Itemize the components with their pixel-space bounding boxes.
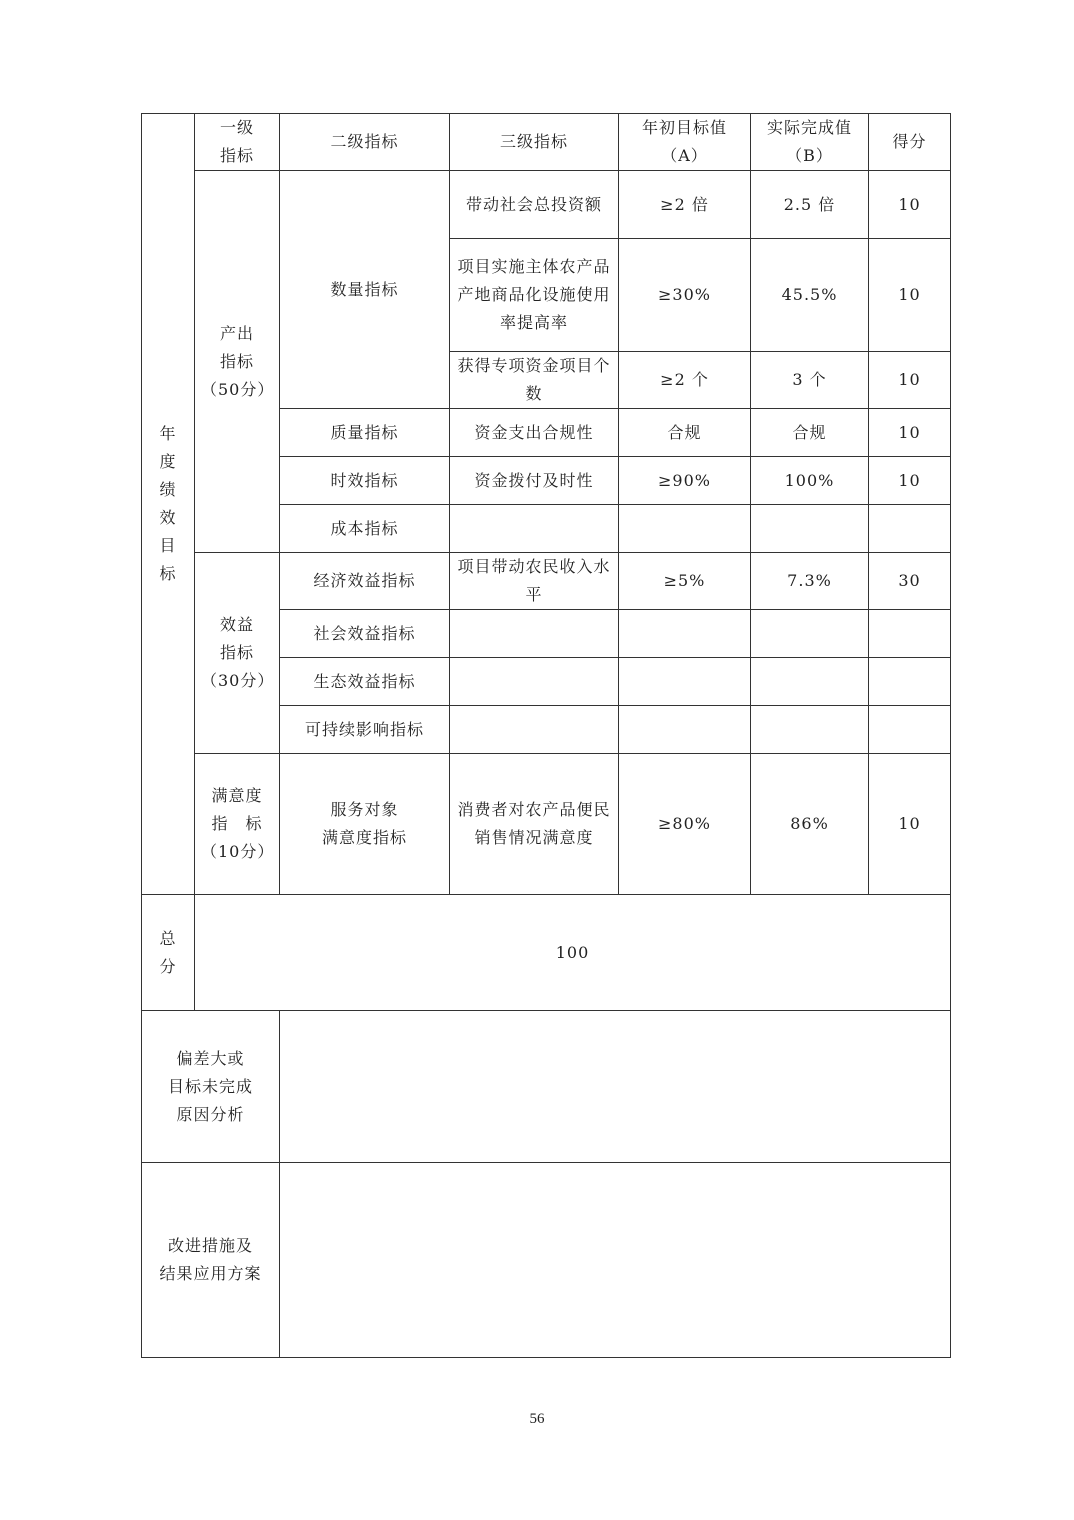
level2-line: 满意度指标 [321, 828, 407, 847]
actual-cell [751, 610, 869, 658]
header-target: 年初目标值 （A） [619, 114, 751, 171]
level3-cell [450, 706, 619, 754]
score-cell: 30 [869, 553, 951, 610]
level3-cell [450, 610, 619, 658]
group-line: （10分） [201, 842, 275, 861]
total-label [142, 895, 195, 1011]
group-satisfaction [195, 754, 280, 895]
level2-quantity: 数量指标 [280, 171, 450, 409]
level3-cell: 获得专项资金项目个数 [450, 352, 619, 409]
target-cell [619, 610, 751, 658]
deviation-label: 偏差大或 目标未完成 原因分析 [142, 1011, 280, 1163]
actual-cell: 3 个 [751, 352, 869, 409]
group-line: 指标 [219, 351, 254, 371]
actual-cell [751, 706, 869, 754]
group-line: 指 标 [211, 814, 263, 833]
score-cell [869, 658, 951, 706]
level2-timeliness: 时效指标 [280, 457, 450, 505]
level3-cell: 带动社会总投资额 [450, 171, 619, 239]
target-cell: ≥90% [619, 457, 751, 505]
improvement-label: 改进措施及 结果应用方案 [142, 1163, 280, 1358]
total-value: 100 [195, 895, 951, 1011]
score-cell: 10 [869, 352, 951, 409]
level3-cell [450, 658, 619, 706]
group-line: 产出 [219, 323, 254, 343]
level2-service [280, 754, 450, 895]
level3-cell: 项目带动农民收入水平 [450, 553, 619, 610]
score-cell: 10 [869, 409, 951, 457]
score-cell: 10 [869, 171, 951, 239]
target-cell: ≥30% [619, 239, 751, 352]
actual-cell: 45.5% [751, 239, 869, 352]
header-score: 得分 [869, 114, 951, 171]
performance-table [141, 113, 951, 1358]
level3-cell: 消费者对农产品便民销售情况满意度 [450, 754, 619, 895]
level2-economic: 经济效益指标 [280, 553, 450, 610]
side-char: 度 [159, 452, 177, 471]
group-line: 效益 [219, 615, 254, 634]
level2-line: 服务对象 [330, 800, 399, 819]
improvement-value [280, 1163, 951, 1358]
group-line: （50分） [201, 379, 275, 399]
page-number: 56 [529, 1411, 545, 1427]
header-level2: 二级指标 [280, 114, 450, 171]
annual-target-label [142, 114, 195, 895]
group-line: （30分） [201, 671, 275, 690]
target-cell: ≥2 倍 [619, 171, 751, 239]
side-char: 目 [159, 536, 177, 555]
target-cell: 合规 [619, 409, 751, 457]
level3-cell [450, 505, 619, 553]
side-char: 年 [159, 424, 177, 443]
target-cell: ≥80% [619, 754, 751, 895]
score-cell: 10 [869, 457, 951, 505]
target-cell [619, 658, 751, 706]
level2-social: 社会效益指标 [280, 610, 450, 658]
group-output [195, 171, 280, 553]
actual-cell [751, 658, 869, 706]
score-cell: 10 [869, 239, 951, 352]
deviation-value [280, 1011, 951, 1163]
actual-cell: 合规 [751, 409, 869, 457]
header-level3: 三级指标 [450, 114, 619, 171]
actual-cell [751, 505, 869, 553]
actual-cell: 2.5 倍 [751, 171, 869, 239]
group-line: 满意度 [211, 786, 263, 805]
header-level1: 一级 指标 [195, 114, 280, 171]
target-cell [619, 505, 751, 553]
side-char: 绩 [159, 480, 177, 499]
level2-sustainable: 可持续影响指标 [280, 706, 450, 754]
target-cell: ≥2 个 [619, 352, 751, 409]
actual-cell: 86% [751, 754, 869, 895]
side-char: 标 [159, 564, 177, 583]
group-line: 指标 [219, 643, 254, 662]
level3-cell: 资金支出合规性 [450, 409, 619, 457]
actual-cell: 100% [751, 457, 869, 505]
score-cell [869, 706, 951, 754]
level3-cell: 资金拨付及时性 [450, 457, 619, 505]
level2-ecological: 生态效益指标 [280, 658, 450, 706]
level2-quality: 质量指标 [280, 409, 450, 457]
total-char: 分 [159, 956, 177, 976]
level2-cost: 成本指标 [280, 505, 450, 553]
score-cell: 10 [869, 754, 951, 895]
score-cell [869, 505, 951, 553]
target-cell: ≥5% [619, 553, 751, 610]
total-char: 总 [159, 928, 177, 948]
actual-cell: 7.3% [751, 553, 869, 610]
target-cell [619, 706, 751, 754]
side-char: 效 [159, 508, 177, 527]
header-actual: 实际完成值 （B） [751, 114, 869, 171]
level3-cell: 项目实施主体农产品产地商品化设施使用率提高率 [450, 239, 619, 352]
group-benefit [195, 553, 280, 754]
score-cell [869, 610, 951, 658]
